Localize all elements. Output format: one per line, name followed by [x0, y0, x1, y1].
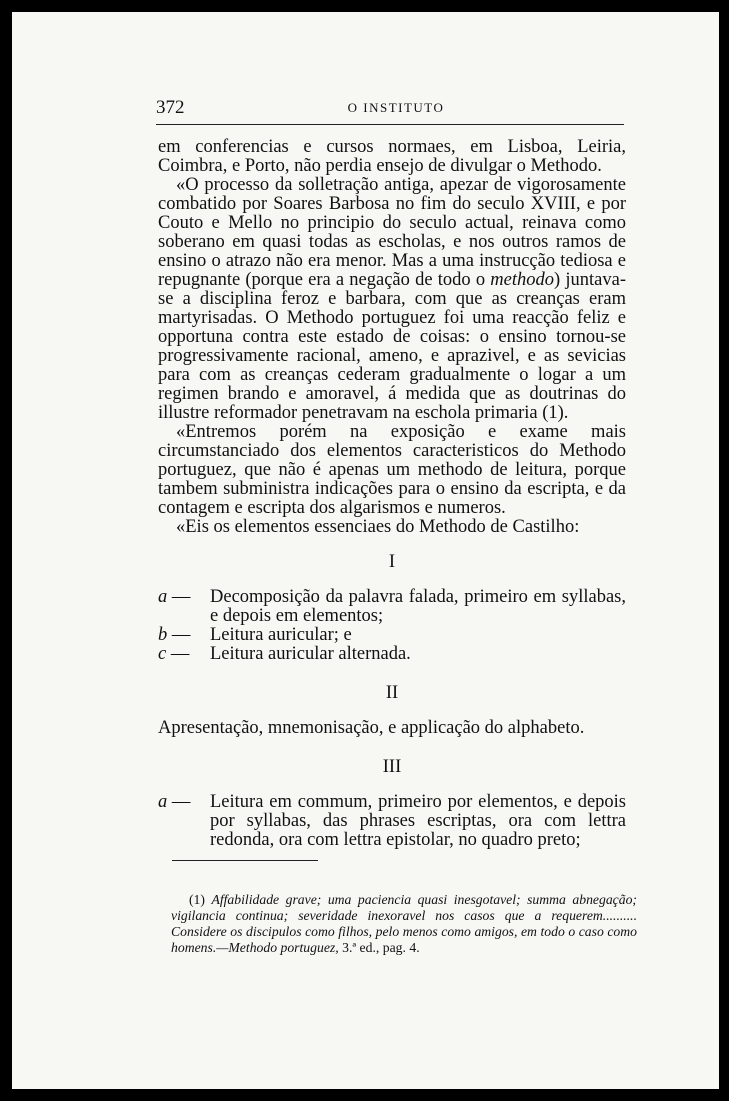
paragraph-4: «Eis os elementos essenciaes do Methodo de Castilho:: [176, 517, 580, 537]
item-letter: b: [158, 625, 168, 645]
paragraph-2: [158, 176, 626, 423]
item-dash: —: [167, 625, 191, 645]
item-text: Leitura em commum, primeiro por elementos, e depois por syllabas, das phrases escriptas, ora com lettra redonda, ora com lettra epistolar, no quadro preto;: [210, 792, 626, 850]
item-text: Decomposição da palavra falada, primeiro em syllabas, e depois em elementos;: [210, 587, 626, 626]
paragraph-2-part-a: «O processo da solletração antiga, apezar de vigorosamente combatido por Soares Barbosa no fim do seculo XVIII, e por Couto e Mello no principio do seculo actual, reinava como soberano em quasi todas as escholas, e nos outros ramos de ensino o atrazo não era menor. Mas a uma instrucção tediosa e repugnante (porque era a negação de todo o: [158, 175, 626, 290]
paragraph-1: em conferencias e cursos normaes, em Lisboa, Leiria, Coimbra, e Porto, não perdia ensejo de divulgar o Methodo.: [158, 137, 626, 176]
paragraph-2-part-b: ) juntava-se a disciplina feroz e barbara, com que as creanças eram martyrisadas. O Methodo portuguez foi uma reacção feliz e opportuna contra este estado de coisas: o ensino tornou-se progressivamente racional, ameno, e aprazivel, e as sevicias para com as creanças cederam gradualmente o logar a um regimen brando e amoravel, á medida que as doutrinas do illustre reformador penetravam na eschola primaria (1).: [158, 270, 626, 423]
item-dash: —: [167, 587, 191, 607]
section-heading-1: I: [388, 552, 396, 572]
footnote-marker: (1): [189, 892, 212, 907]
list-item: [158, 793, 626, 850]
footnote-quote: Affabilidade grave; uma paciencia quasi inesgotavel; summa abnegação; vigilancia continua; severidade inexoravel nos casos que a requerem.......... Considere os discipulos como filhos, pelo menos como amigos, em todo o caso como homens.—Methodo portuguez,: [171, 892, 637, 955]
item-tag: [158, 626, 210, 645]
section-heading-2: II: [385, 683, 399, 703]
section-heading-3: III: [382, 757, 402, 777]
footnote-citation: 3.ª ed., pag. 4.: [338, 940, 420, 955]
list-item: [158, 588, 626, 626]
item-letter: a: [158, 587, 168, 607]
page-number: 372: [156, 97, 185, 118]
item-text: Leitura auricular; e: [210, 625, 352, 645]
item-dash: —: [167, 792, 191, 812]
paragraph-3: «Entremos porém na exposição e exame mais circumstanciado dos elementos caracteristicos do Methodo portuguez, que não é apenas um methodo de leitura, porque tambem subministra indicações para o ensino da escripta, e da contagem e escripta dos algarismos e numeros.: [158, 422, 626, 518]
item-dash: —: [166, 644, 190, 664]
footnote: [171, 892, 637, 956]
body-text: [158, 138, 626, 850]
list-item: [158, 626, 626, 645]
item-tag: [158, 793, 210, 812]
item-letter: c: [158, 644, 167, 664]
list-item: [158, 645, 626, 664]
section-2-text: Apresentação, mnemonisação, e applicação do alphabeto.: [158, 718, 585, 738]
item-tag: [158, 645, 210, 664]
running-title: O INSTITUTO: [347, 100, 445, 115]
item-letter: a: [158, 792, 168, 812]
item-tag: [158, 588, 210, 607]
item-text: Leitura auricular alternada.: [210, 644, 411, 664]
header-rule: [156, 124, 624, 125]
page-header: [156, 97, 636, 123]
footnote-rule: [172, 860, 318, 861]
paragraph-2-emphasis: methodo: [490, 270, 555, 290]
book-page: [12, 12, 719, 1089]
footnote-text: [171, 892, 637, 956]
